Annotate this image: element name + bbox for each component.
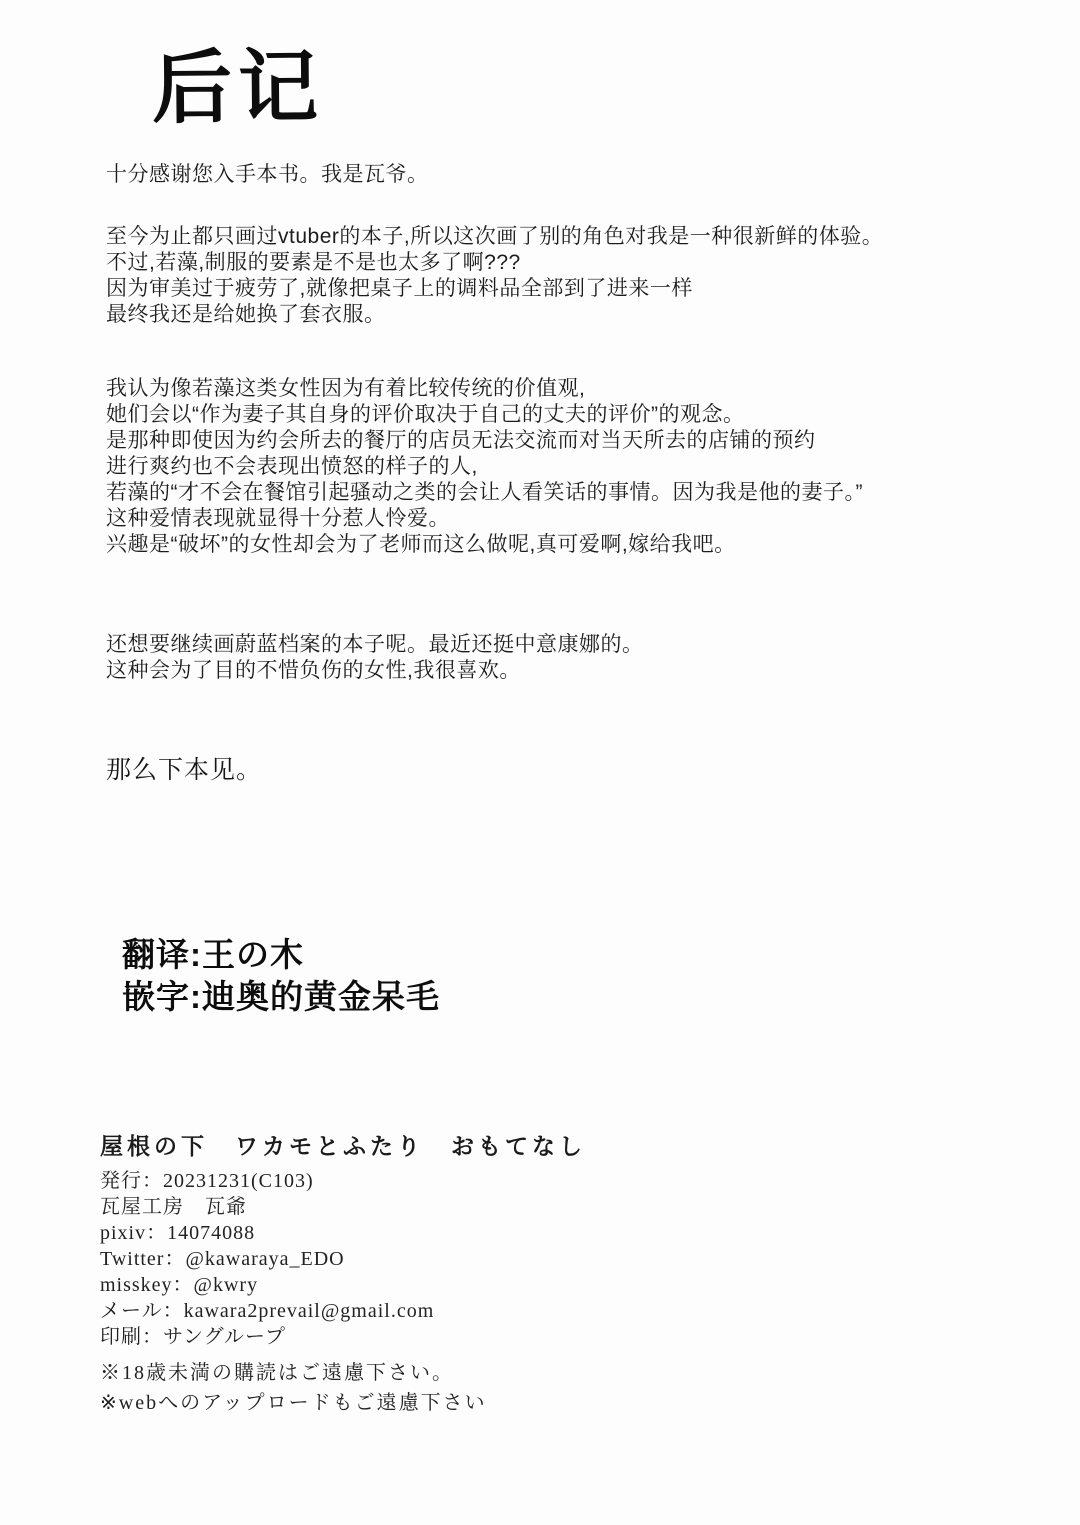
colophon-pixiv: pixiv：14074088 xyxy=(100,1222,256,1244)
text-line: 至今为止都只画过vtuber的本子,所以这次画了别的角色对我是一种很新鲜的体验。 xyxy=(106,225,884,248)
text-line: 这种爱情表现就显得十分惹人怜爱。 xyxy=(106,507,450,530)
disclaimer-upload: ※webへのアップロードもご遠慮下さい xyxy=(100,1392,487,1414)
text-line: 不过,若藻,制服的要素是不是也太多了啊??? xyxy=(106,251,521,274)
text-line: 她们会以“作为妻子其自身的评价取决于自己的丈夫的评价”的观念。 xyxy=(106,403,745,426)
intro-paragraph xyxy=(106,162,429,188)
paragraph-vtuber xyxy=(106,224,883,328)
disclaimer-age: ※18歳未満の購読はご遠慮下さい。 xyxy=(100,1362,454,1384)
text-line: 十分感谢您入手本书。我是瓦爷。 xyxy=(106,163,429,186)
text-line: 我认为像若藻这类女性因为有着比较传统的价值观, xyxy=(106,377,586,400)
colophon-printer: 印刷：サングループ xyxy=(100,1326,286,1348)
text-line: 是那种即使因为约会所去的餐厅的店员无法交流而对当天所去的店铺的预约 xyxy=(106,429,816,452)
text-line: 兴趣是“破坏”的女性却会为了老师而这么做呢,真可爱啊,嫁给我吧。 xyxy=(106,533,736,556)
text-line: 还想要继续画蔚蓝档案的本子呢。最近还挺中意康娜的。 xyxy=(106,633,644,656)
disclaimer-notes xyxy=(100,1358,487,1418)
text-line: 若藻的“才不会在餐馆引起骚动之类的会让人看笑话的事情。因为我是他的妻子。” xyxy=(106,481,863,504)
colophon-misskey: misskey：@kwry xyxy=(100,1274,259,1296)
colophon-twitter: Twitter：@kawaraya_EDO xyxy=(100,1248,345,1270)
translator-credit: 翻译:王の木 xyxy=(122,936,304,973)
typesetter-credit: 嵌字:迪奥的黄金呆毛 xyxy=(122,978,440,1015)
page-title: 后记 xyxy=(151,42,325,133)
colophon-email: メール：kawara2prevail@gmail.com xyxy=(100,1300,435,1322)
colophon-publish-date: 発行：20231231(C103) xyxy=(100,1170,314,1192)
paragraph-blue-archive xyxy=(106,632,644,684)
text-line: 最终我还是给她换了套衣服。 xyxy=(106,303,386,326)
colophon-circle-name: 瓦屋工房 瓦爺 xyxy=(100,1196,247,1218)
text-line: 这种会为了目的不惜负伤的女性,我很喜欢。 xyxy=(106,659,521,682)
closing-line: 那么下本见。 xyxy=(106,756,263,784)
text-line: 进行爽约也不会表现出愤怒的样子的人, xyxy=(106,455,478,478)
credits-block xyxy=(122,934,440,1018)
paragraph-wakamo xyxy=(106,376,863,558)
text-line: 因为审美过于疲劳了,就像把桌子上的调料品全部到了进来一样 xyxy=(106,277,693,300)
colophon-info xyxy=(100,1168,434,1350)
book-title: 屋根の下 ワカモとふたり おもてなし xyxy=(100,1134,586,1159)
